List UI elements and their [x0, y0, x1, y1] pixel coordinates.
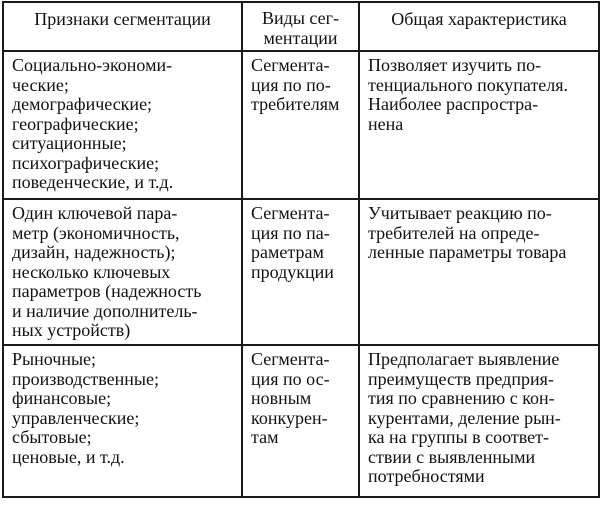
text-line: тенциального покупателя. [368, 74, 569, 95]
text-line: преимуществ предприя- [368, 368, 554, 389]
text-line: Наиболее распростра- [368, 94, 539, 114]
text-line: финансовые; [12, 388, 112, 408]
text-line: производственные; [12, 368, 159, 389]
text-line: поведенческие, и т.д. [12, 172, 174, 192]
table-header-row [3, 2, 599, 51]
text-line: Один ключевой пара- [12, 203, 178, 223]
text-line: ция по по- [251, 74, 331, 95]
cell-description [359, 51, 599, 199]
text-line: сбытовые; [12, 427, 92, 447]
cell-description [359, 199, 599, 345]
text-line: ствии с выявленными [368, 446, 536, 467]
cell-features [3, 51, 242, 199]
header-features [3, 2, 242, 51]
header-description [359, 2, 599, 51]
text-line: раметрам [251, 242, 324, 262]
text-line: продукции [251, 261, 334, 282]
text-line: демографические; [12, 94, 153, 114]
text-line: тия по сравнению с кон- [368, 388, 555, 408]
table-row [3, 199, 599, 345]
text-line: новным [251, 388, 312, 408]
table-row [3, 345, 599, 497]
text-line: Сегмента- [251, 203, 330, 223]
text-line: ция по па- [251, 222, 330, 243]
cell-features [3, 345, 242, 497]
text-line: метр (экономичность, [12, 222, 180, 243]
text-line: требителей на опреде- [368, 222, 540, 243]
header-line: ментации [263, 27, 338, 48]
cell-types [242, 51, 359, 199]
text-line: Социально-экономи- [12, 55, 173, 75]
text-line: ция по ос- [251, 368, 330, 389]
text-line: конкурен- [251, 407, 328, 428]
text-line: Сегмента- [251, 349, 330, 369]
text-line: Предполагает выявление [368, 349, 560, 369]
header-types [242, 2, 359, 51]
table-row [3, 51, 599, 199]
header-line: Виды сег- [262, 8, 339, 28]
cell-types [242, 345, 359, 497]
text-line: географические; [12, 113, 139, 134]
text-line: курентами, деление рын- [368, 407, 561, 428]
text-line: психографические; [12, 152, 160, 173]
text-line: ленные параметры товара [368, 242, 567, 262]
text-line: Учитывает реакцию по- [368, 203, 552, 223]
text-line: ных устройств) [12, 320, 131, 340]
text-line: ка на группы в соответ- [368, 427, 549, 447]
header-line: Признаки сегментации [34, 9, 211, 29]
text-line: ситуационные; [12, 133, 127, 153]
cell-types [242, 199, 359, 345]
text-line: параметров (надежность [12, 281, 202, 301]
text-line: несколько ключевых [12, 261, 171, 282]
text-line: там [251, 427, 279, 447]
text-line: и наличие дополнитель- [12, 300, 198, 321]
text-line: нена [368, 113, 404, 134]
text-line: дизайн, надежность); [12, 242, 176, 262]
text-line: ценовые, и т.д. [12, 446, 125, 467]
text-line: ческие; [12, 74, 69, 95]
cell-features [3, 199, 242, 345]
segmentation-table [2, 1, 600, 498]
cell-description [359, 345, 599, 497]
header-line: Общая характеристика [391, 9, 567, 29]
text-line: Рыночные; [12, 349, 97, 369]
text-line: Позволяет изучить по- [368, 55, 542, 75]
text-line: требителям [251, 94, 340, 114]
text-line: потребностями [368, 466, 485, 486]
text-line: Сегмента- [251, 55, 330, 75]
text-line: управленческие; [12, 407, 140, 428]
